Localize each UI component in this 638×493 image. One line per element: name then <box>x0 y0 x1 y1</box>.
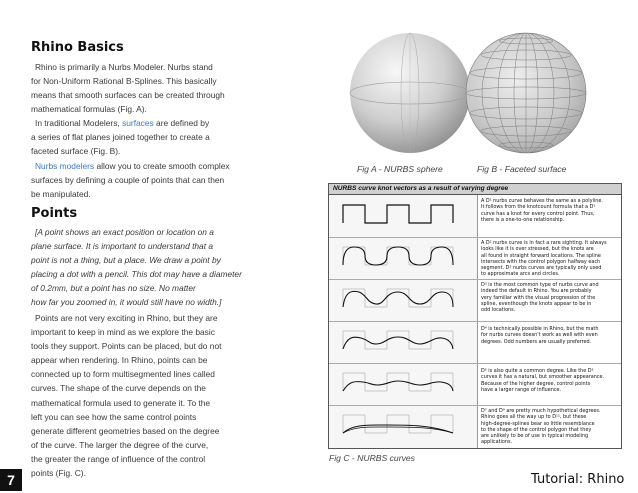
text-line: important to keep in mind as we explore the basic <box>31 327 215 338</box>
text-line: of the curve. The larger the degree of the curve, <box>31 439 209 450</box>
row-divider <box>329 405 621 406</box>
text-line: Points are not very exciting in Rhino, but they are <box>35 313 218 323</box>
nurbs-curves-figure <box>328 183 622 449</box>
degree-5-curve <box>343 373 453 391</box>
text-line: there is a one-to-one relationship. <box>481 216 565 223</box>
text-segment: In traditional Modelers, <box>35 118 123 128</box>
degree-2-description <box>481 240 617 278</box>
paragraph-nurbs-intro <box>31 60 301 116</box>
quote-point-definition <box>31 225 311 310</box>
text-line: segment. D² nurbs curves are typically only used <box>481 265 602 272</box>
text-line: mathematical formulas (Fig. A). <box>31 104 147 115</box>
degree-1-description <box>481 198 617 223</box>
text-line: all found in straight forward locations. The spline <box>481 252 601 259</box>
text-line: applications. <box>481 439 513 446</box>
text-line: curves it has a natural, but smoother appearance. <box>481 374 605 381</box>
surfaces-link[interactable]: surfaces <box>122 118 154 128</box>
degree-2-curve <box>343 247 453 265</box>
text-line: point is not a thing, but a place. We draw a point by <box>31 255 221 266</box>
degree-4-curve <box>343 331 453 349</box>
text-line: placing a dot with a pencil. This dot may have a diameter <box>31 269 242 280</box>
section-title-rhino-basics: Rhino Basics <box>31 40 124 55</box>
text-line: very familiar with the visual progression of the <box>481 294 596 301</box>
row-divider <box>329 363 621 364</box>
text-line: D⁷ and D⁹ are pretty much hypothetical degrees. <box>481 408 601 414</box>
text-line: D⁵ is also quite a common degree. Like the D³ <box>481 368 594 374</box>
tutorial-brand: Tutorial: Rhino <box>531 472 625 487</box>
text-line: means that smooth surfaces can be created through <box>31 90 225 101</box>
paragraph-traditional-modelers <box>31 116 301 158</box>
text-line: appear when rendering. In Rhino, points can be <box>31 355 208 366</box>
degree-3-curve <box>343 289 453 307</box>
text-line: Because of the higher degree, control points <box>481 380 591 387</box>
text-line: generate different geometries based on the degree <box>31 425 220 436</box>
degree-7-9-description <box>481 408 617 446</box>
text-line: tools they support. Points can be placed, but do not <box>31 341 222 352</box>
text-line: intersects with the control polygon halfway each <box>481 258 601 265</box>
text-line: Rhino goes all the way up to D¹¹, but these <box>481 414 587 421</box>
text-line <box>31 159 301 173</box>
faceted-sphere-figure <box>463 30 589 156</box>
text-line: for Non-Uniform Rational B-Splines. This basically <box>31 76 217 87</box>
text-line: spline, eventhough the knots appear to be in <box>481 300 592 307</box>
text-line: how far you zoomed in, it would still have no width.] <box>31 297 222 308</box>
text-line: have a larger range of influence. <box>481 386 562 393</box>
paragraph-points <box>31 311 301 480</box>
text-line <box>31 116 301 130</box>
row-divider <box>329 279 621 280</box>
text-line: for nurbs curves doesn't work as well with even <box>481 332 598 339</box>
degree-1-curve <box>343 205 453 223</box>
text-line: degrees. Odd numbers are usually preferred. <box>481 338 592 345</box>
caption-fig-c: Fig C - NURBS curves <box>329 453 415 463</box>
text-line: connected up to form multisegmented lines called <box>31 369 215 380</box>
text-line: are unlikely to be of use in typical modeling <box>481 433 589 440</box>
text-segment: allow you to create smooth complex <box>94 161 230 171</box>
nurbs-modelers-link[interactable]: Nurbs modelers <box>35 161 95 171</box>
text-segment: are defined by <box>153 118 210 128</box>
text-line: surfaces by defining a couple of points that can then <box>31 175 225 186</box>
text-line: a series of flat planes joined together to create a <box>31 132 210 143</box>
text-line: D³ is the most common type of nurbs curve and <box>481 282 599 288</box>
paragraph-nurbs-modelers <box>31 159 301 201</box>
text-line: plane surface. It is important to understand that a <box>31 241 214 252</box>
text-line: mathematical formula used to generate it. To the <box>31 397 211 408</box>
text-line: Rhino is primarily a Nurbs Modeler. Nurbs stand <box>35 62 213 72</box>
text-line: indeed the default in Rhino. You are probably <box>481 288 592 295</box>
page-number: 7 <box>0 469 22 491</box>
section-title-points: Points <box>31 206 78 221</box>
text-line: A D¹ nurbs curve behaves the same as a polyline. <box>481 198 603 204</box>
text-line: to approximate arcs and circles. <box>481 271 560 278</box>
row-divider <box>329 237 621 238</box>
text-line: left you can see how the same control points <box>31 411 197 422</box>
nurbs-sphere-figure <box>347 30 473 156</box>
text-line: to the shape of the control polygon that they <box>481 426 592 433</box>
text-line: [A point shows an exact position or location on a <box>35 227 214 237</box>
figure-title: NURBS curve knot vectors as a result of varying degree <box>333 185 509 192</box>
text-line: odd locations. <box>481 307 516 314</box>
row-divider <box>329 321 621 322</box>
text-line: curve has a knot for every control point. Thus, <box>481 210 595 217</box>
text-line: A D² nurbs curve is in fact a rare sighting. It always <box>481 240 607 246</box>
text-line: the greater the range of influence of the control <box>31 453 206 464</box>
text-line: curves. The shape of the curve depends on the <box>31 383 206 394</box>
text-line: looks like it is over stressed, but the knots are <box>481 246 594 253</box>
text-line: of 0.2mm, but a point has no size. No matter <box>31 283 196 294</box>
text-line: faceted surface (Fig. B). <box>31 146 121 157</box>
degree-7-9-curves <box>343 415 453 433</box>
text-line: It follows from the knotcount formula that a D¹ <box>481 204 596 211</box>
caption-fig-a: Fig A - NURBS sphere <box>357 164 443 174</box>
text-line: points (Fig. C). <box>31 468 86 479</box>
text-line: be manipulated. <box>31 189 91 200</box>
degree-3-description <box>481 282 617 313</box>
degree-4-description <box>481 326 617 345</box>
text-line: high-degree-splines bear so little resemblance <box>481 420 595 427</box>
degree-5-description <box>481 368 617 393</box>
text-line: D⁴ is technically possible in Rhino, but the math <box>481 326 599 332</box>
caption-fig-b: Fig B - Faceted surface <box>477 164 567 174</box>
